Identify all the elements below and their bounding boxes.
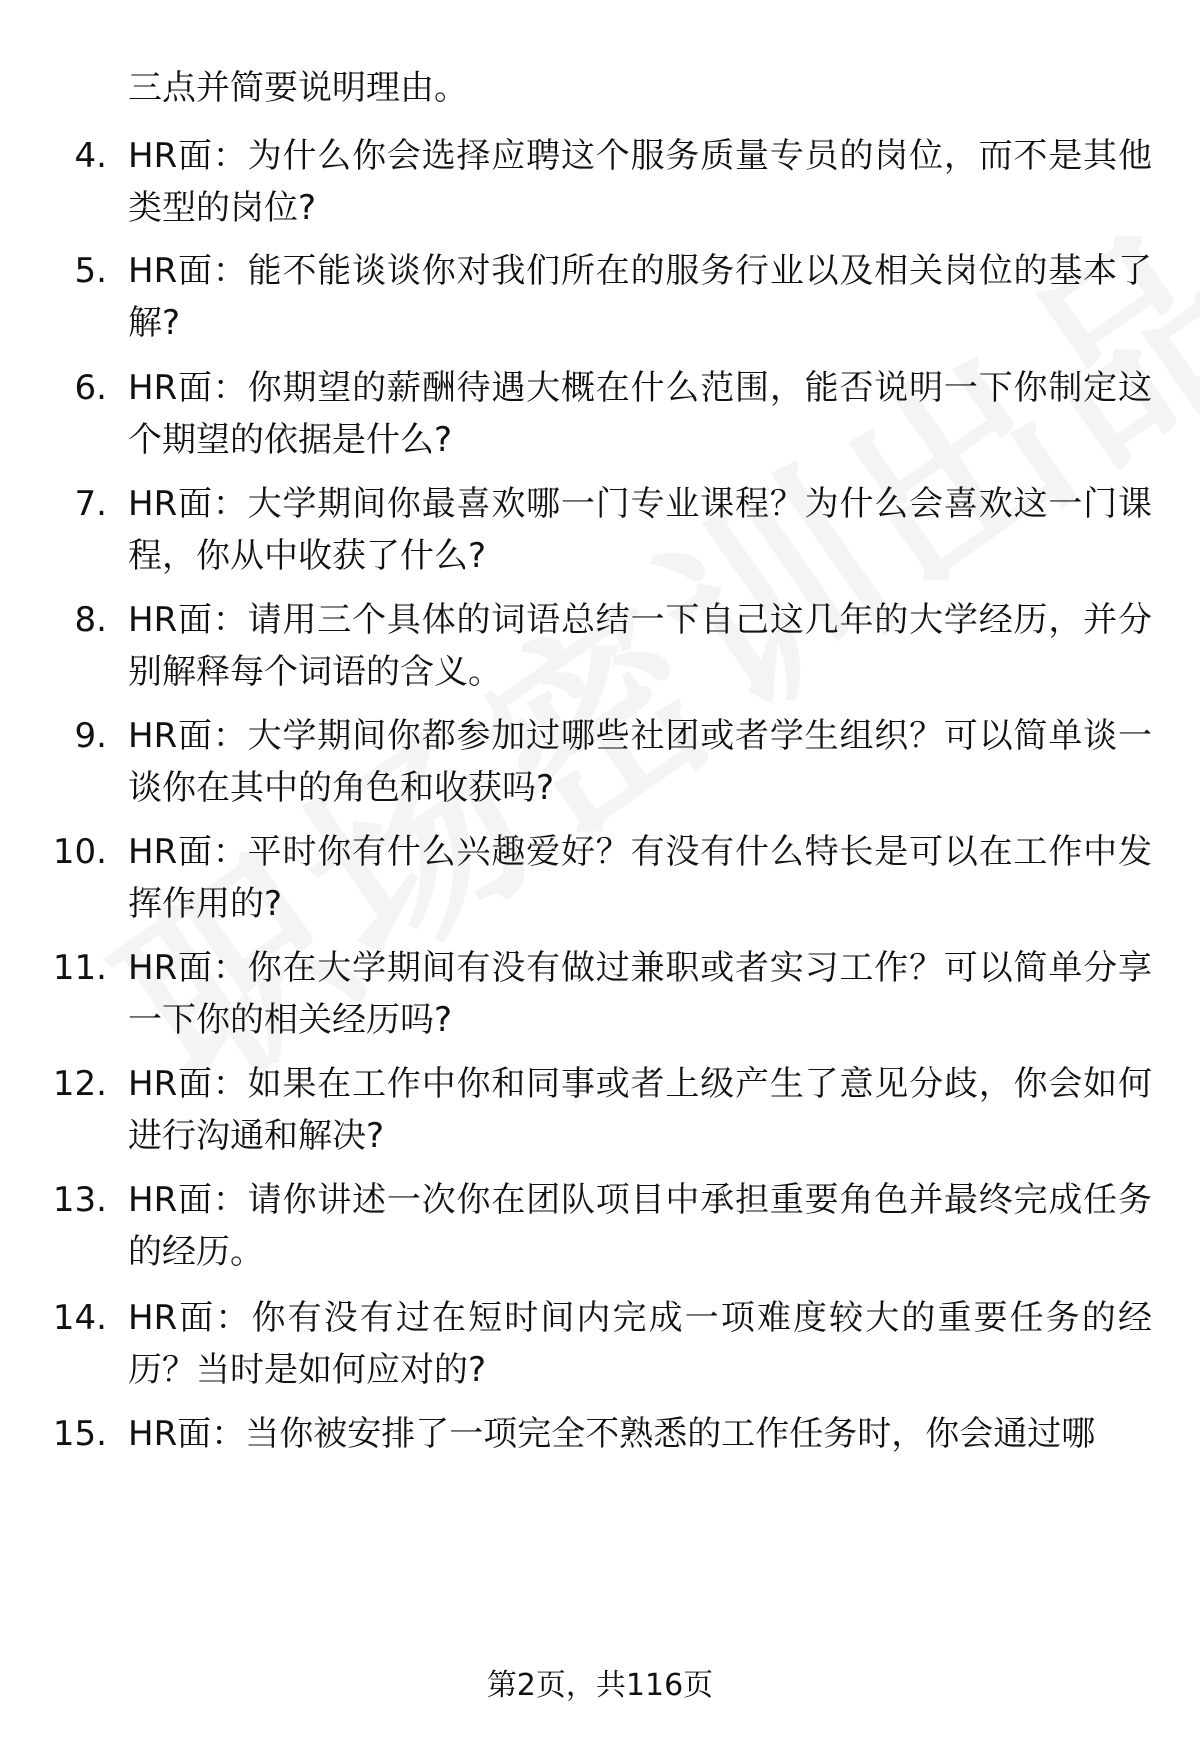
list-item bbox=[0, 245, 1200, 349]
item-text: HR面：你在大学期间有没有做过兼职或者实习工作？可以简单分享一下你的相关经历吗? bbox=[128, 948, 1152, 1040]
list-item bbox=[0, 1058, 1200, 1162]
list-item bbox=[0, 1174, 1200, 1278]
item-text: HR面：请用三个具体的词语总结一下自己这几年的大学经历，并分别解释每个词语的含义。 bbox=[128, 600, 1152, 692]
item-number: 5. bbox=[74, 251, 107, 291]
list-item bbox=[0, 130, 1200, 234]
item-text: HR面：能不能谈谈你对我们所在的服务行业以及相关岗位的基本了解? bbox=[128, 251, 1152, 343]
list-item bbox=[0, 1408, 1200, 1460]
item-text: HR面：为什么你会选择应聘这个服务质量专员的岗位，而不是其他类型的岗位? bbox=[128, 136, 1152, 228]
item-text: HR面：你有没有过在短时间内完成一项难度较大的重要任务的经历？当时是如何应对的? bbox=[128, 1298, 1152, 1390]
item-text: HR面：当你被安排了一项完全不熟悉的工作任务时，你会通过哪 bbox=[128, 1414, 1096, 1454]
item-number: 13. bbox=[52, 1180, 107, 1220]
item-number: 4. bbox=[74, 136, 107, 176]
item-text: HR面：请你讲述一次你在团队项目中承担重要角色并最终完成任务的经历。 bbox=[128, 1180, 1152, 1272]
item-number: 10. bbox=[52, 832, 107, 872]
item-text: HR面：如果在工作中你和同事或者上级产生了意见分歧，你会如何进行沟通和解决? bbox=[128, 1064, 1152, 1156]
list-item bbox=[0, 1292, 1200, 1396]
item-number: 12. bbox=[52, 1064, 107, 1104]
item-number: 7. bbox=[74, 484, 107, 524]
item-text: HR面：你期望的薪酬待遇大概在什么范围，能否说明一下你制定这个期望的依据是什么? bbox=[128, 368, 1152, 460]
continued-text: 三点并简要说明理由。 bbox=[128, 68, 468, 108]
list-item bbox=[0, 826, 1200, 930]
item-text: HR面：大学期间你都参加过哪些社团或者学生组织？可以简单谈一谈你在其中的角色和收获吗? bbox=[128, 716, 1152, 808]
item-number: 14. bbox=[52, 1298, 107, 1338]
list-item bbox=[0, 594, 1200, 698]
item-number: 6. bbox=[74, 368, 107, 408]
item-number: 15. bbox=[52, 1414, 107, 1454]
list-item bbox=[0, 478, 1200, 582]
list-item bbox=[0, 710, 1200, 814]
item-text: HR面：大学期间你最喜欢哪一门专业课程？为什么会喜欢这一门课程，你从中收获了什么? bbox=[128, 484, 1152, 576]
item-number: 8. bbox=[74, 600, 107, 640]
page-footer: 第2页，共116页 bbox=[486, 1668, 714, 1703]
item-number: 9. bbox=[74, 716, 107, 756]
list-item bbox=[0, 942, 1200, 1046]
list-item bbox=[0, 362, 1200, 466]
item-text: HR面：平时你有什么兴趣爱好？有没有什么特长是可以在工作中发挥作用的? bbox=[128, 832, 1152, 924]
item-number: 11. bbox=[52, 948, 107, 988]
